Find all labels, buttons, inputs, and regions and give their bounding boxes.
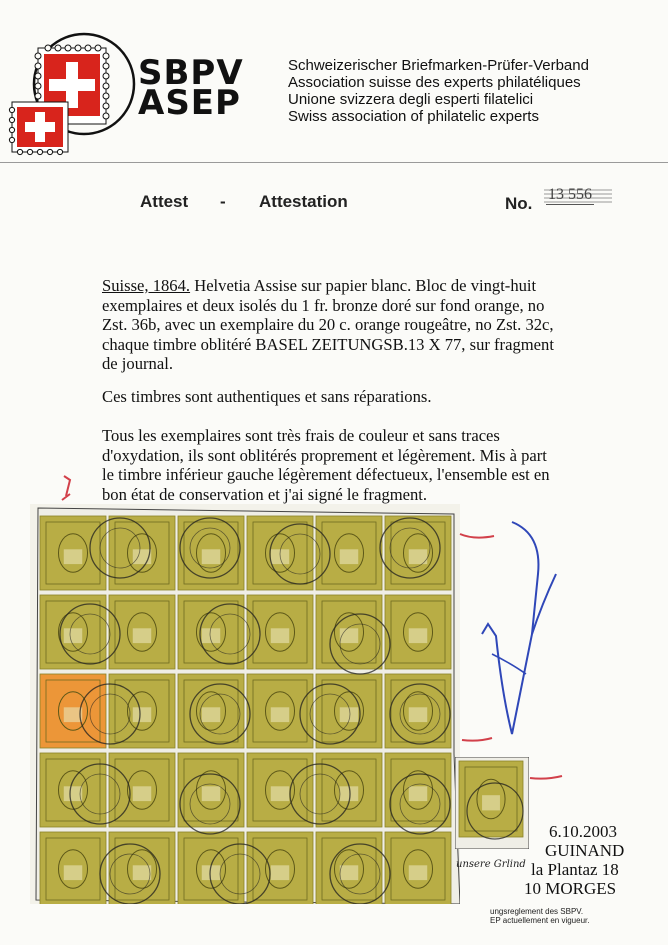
regulation-note [490,907,589,925]
bronze-stamp-single [459,761,523,837]
bronze-stamp [385,516,451,590]
bronze-stamp [385,753,451,827]
expert-city: 10 MORGES [524,879,617,898]
brand-sbpv: SBPV [138,53,244,93]
bronze-stamp [109,832,175,904]
association-name-en: Swiss association of philatelic experts [288,108,539,125]
brand-asep: ASEP [138,83,241,123]
bronze-stamp [385,832,451,904]
swiss-cross-stamp-logo-icon [6,16,136,156]
description-paragraph [102,276,642,374]
number-label: No. [505,194,533,213]
condition-line: d'oxydation, ils sont oblitérés proprement et légèrement. Mis à part [102,445,547,465]
description-line: Zst. 36b, avec un exemplaire du 20 c. orange rougeâtre, no Zst. 32c, [102,315,554,334]
newspaper-fragment-text: unsere Grlind [456,859,526,870]
condition-line: bon état de conservation et j'ai signé le fragment. [102,484,428,504]
issue-heading: Suisse, 1864. [102,276,191,295]
description-line: de journal. [102,354,173,373]
bronze-stamp [40,832,106,904]
title-dash: - [220,192,226,211]
condition-paragraph [102,426,642,504]
title-attest: Attest [140,192,189,211]
bronze-stamp [247,595,313,669]
expert-signature-icon [452,514,562,746]
certificate-number: 13 556 [548,186,592,203]
expert-street: la Plantaz 18 [531,860,619,879]
single-stamp-image [455,757,529,849]
regulation-note-line: ungsreglement des SBPV. [490,907,584,916]
condition-line: Tous les exemplaires sont très frais de couleur et sans traces [102,426,500,445]
association-name-it: Unione svizzera degli esperti filatelici [288,91,534,108]
stamp-block-image [30,504,460,904]
bronze-stamp [247,674,313,748]
bronze-stamp [316,516,382,590]
description-line: Helvetia Assise sur papier blanc. Bloc de vingt-huit [190,276,537,295]
bronze-stamp [247,832,313,904]
header-divider [0,162,668,163]
bronze-stamp [40,516,106,590]
association-name-fr: Association suisse des experts philatéliques [288,74,581,91]
description-line: exemplaires et deux isolés du 1 fr. bronze doré sur fond orange, no [102,295,545,315]
bronze-stamp [247,753,313,827]
description-line: chaque timbre oblitéré BASEL ZEITUNGSB.13 X 77, sur fragment [102,334,554,354]
bronze-stamp [178,753,244,827]
title-attestation: Attestation [259,192,348,211]
condition-line: le timbre inférieur gauche légèrement défectueux, l'ensemble est en [102,465,550,484]
orange-stamp [40,674,106,748]
expert-name: GUINAND [545,841,625,860]
bronze-stamp [316,595,382,669]
bronze-stamp [385,595,451,669]
bronze-stamp [40,595,106,669]
bronze-stamp [385,674,451,748]
bronze-stamp [109,753,175,827]
bronze-stamp [109,595,175,669]
regulation-note-line: EP actuellement en vigueur. [490,916,590,925]
bronze-stamp [316,832,382,904]
issue-date: 6.10.2003 [549,822,617,841]
association-name-de: Schweizerischer Briefmarken-Prüfer-Verband [288,57,589,74]
authenticity-statement: Ces timbres sont authentiques et sans réparations. [102,387,432,406]
